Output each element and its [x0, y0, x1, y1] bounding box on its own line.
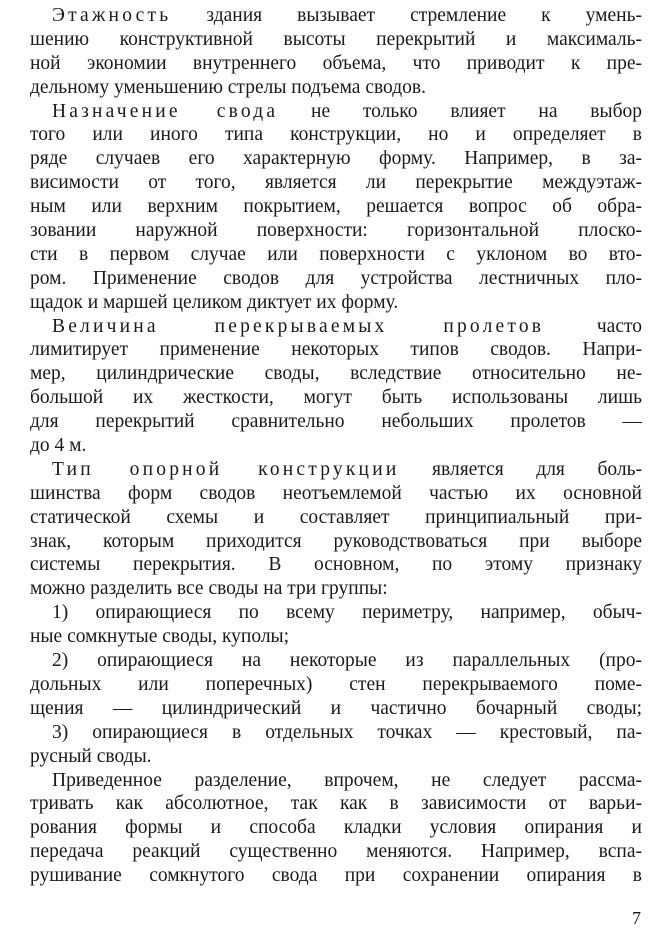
text-line: щения — цилиндрический и частично бочарный своды;	[30, 697, 642, 719]
text-line: Тип опорной конструкции является для боль-	[52, 458, 643, 480]
text-line: лимитирует применение некоторых типов сводов. Напри-	[30, 339, 642, 361]
text-line: дельному уменьшению стрелы подъема сводов.	[30, 76, 426, 98]
paragraph-1	[30, 4, 642, 100]
text-line: статической схемы и составляет принципиальный при-	[30, 506, 642, 528]
text-line: Величина перекрываемых пролетов часто	[52, 315, 642, 337]
text-line: шинства форм сводов неотъемлемой частью их основной	[30, 482, 642, 504]
text-line: русный своды.	[30, 745, 152, 767]
text-line: знак, которым приходится руководствоваться при выборе	[30, 530, 642, 552]
text-line: зовании наружной поверхности: горизонтальной плоско-	[30, 220, 642, 242]
text-line: для перекрытий сравнительно небольших пролетов —	[30, 411, 642, 433]
text-line: 1) опирающиеся по всему периметру, например, обыч-	[52, 602, 642, 624]
text-line: ным или верхним покрытием, решается вопрос об обра-	[30, 196, 642, 218]
paragraph-3	[30, 315, 642, 458]
text-line: висимости от того, является ли перекрытие междуэтаж-	[30, 172, 642, 194]
text-line: сти в первом случае или поверхности с уклоном во вто-	[30, 243, 642, 265]
paragraph-2	[30, 100, 642, 315]
text-line: рушивание сомкнутого свода при сохранении опирания в	[30, 865, 642, 887]
emphasized-term: Тип опорной конструкции	[52, 458, 400, 480]
text-line: большой их жесткости, могут быть использованы лишь	[30, 387, 642, 409]
text-line: ряде случаев его характерную форму. Например, в за-	[30, 148, 642, 170]
text-line: 3) опирающиеся в отдельных точках — крестовый, па-	[52, 721, 642, 743]
text-line: щадок и маршей целиком диктует их форму.	[30, 291, 399, 313]
emphasized-term: Величина перекрываемых пролетов	[52, 315, 545, 337]
paragraph-4	[30, 458, 642, 601]
text-line: того или иного типа конструкции, но и определяет в	[30, 124, 642, 146]
text-line: до 4 м.	[30, 435, 87, 457]
text-line: системы перекрытия. В основном, по этому признаку	[30, 554, 642, 576]
text-line: передача реакций существенно меняются. Например, вспа-	[30, 841, 642, 863]
text-line: ром. Применение сводов для устройства лестничных пло-	[30, 267, 642, 289]
list-item	[30, 649, 642, 721]
text-line: Приведенное разделение, впрочем, не следует рассма-	[52, 769, 642, 791]
text-line: ные сомкнутые своды, куполы;	[30, 626, 290, 648]
emphasized-term: Этажность	[52, 5, 172, 26]
page-text	[30, 4, 642, 888]
text-line: шению конструктивной высоты перекрытий и максималь-	[30, 28, 642, 50]
text-line: ной экономии внутреннего объема, что приводит к пре-	[30, 52, 642, 74]
text-line: рования формы и способа кладки условия опирания и	[30, 817, 642, 839]
text-line: Этажность здания вызывает стремление к умень-	[52, 5, 642, 26]
text-line: дольных или поперечных) стен перекрываемого поме-	[30, 673, 642, 695]
text-line: Назначение свода не только влияет на выбор	[52, 100, 642, 122]
text-line: 2) опирающиеся на некоторые из параллельных (про-	[52, 650, 642, 672]
text-line: тривать как абсолютное, так как в зависимости от варьи-	[30, 793, 642, 815]
page-number: 7	[632, 908, 641, 928]
emphasized-term: Назначение свода	[52, 100, 279, 122]
paragraph-5	[30, 769, 642, 888]
text-line: мер, цилиндрические своды, вследствие относительно не-	[30, 363, 642, 385]
list-item	[30, 601, 642, 649]
list-item	[30, 721, 642, 769]
text-line: можно разделить все своды на три группы:	[30, 578, 388, 600]
